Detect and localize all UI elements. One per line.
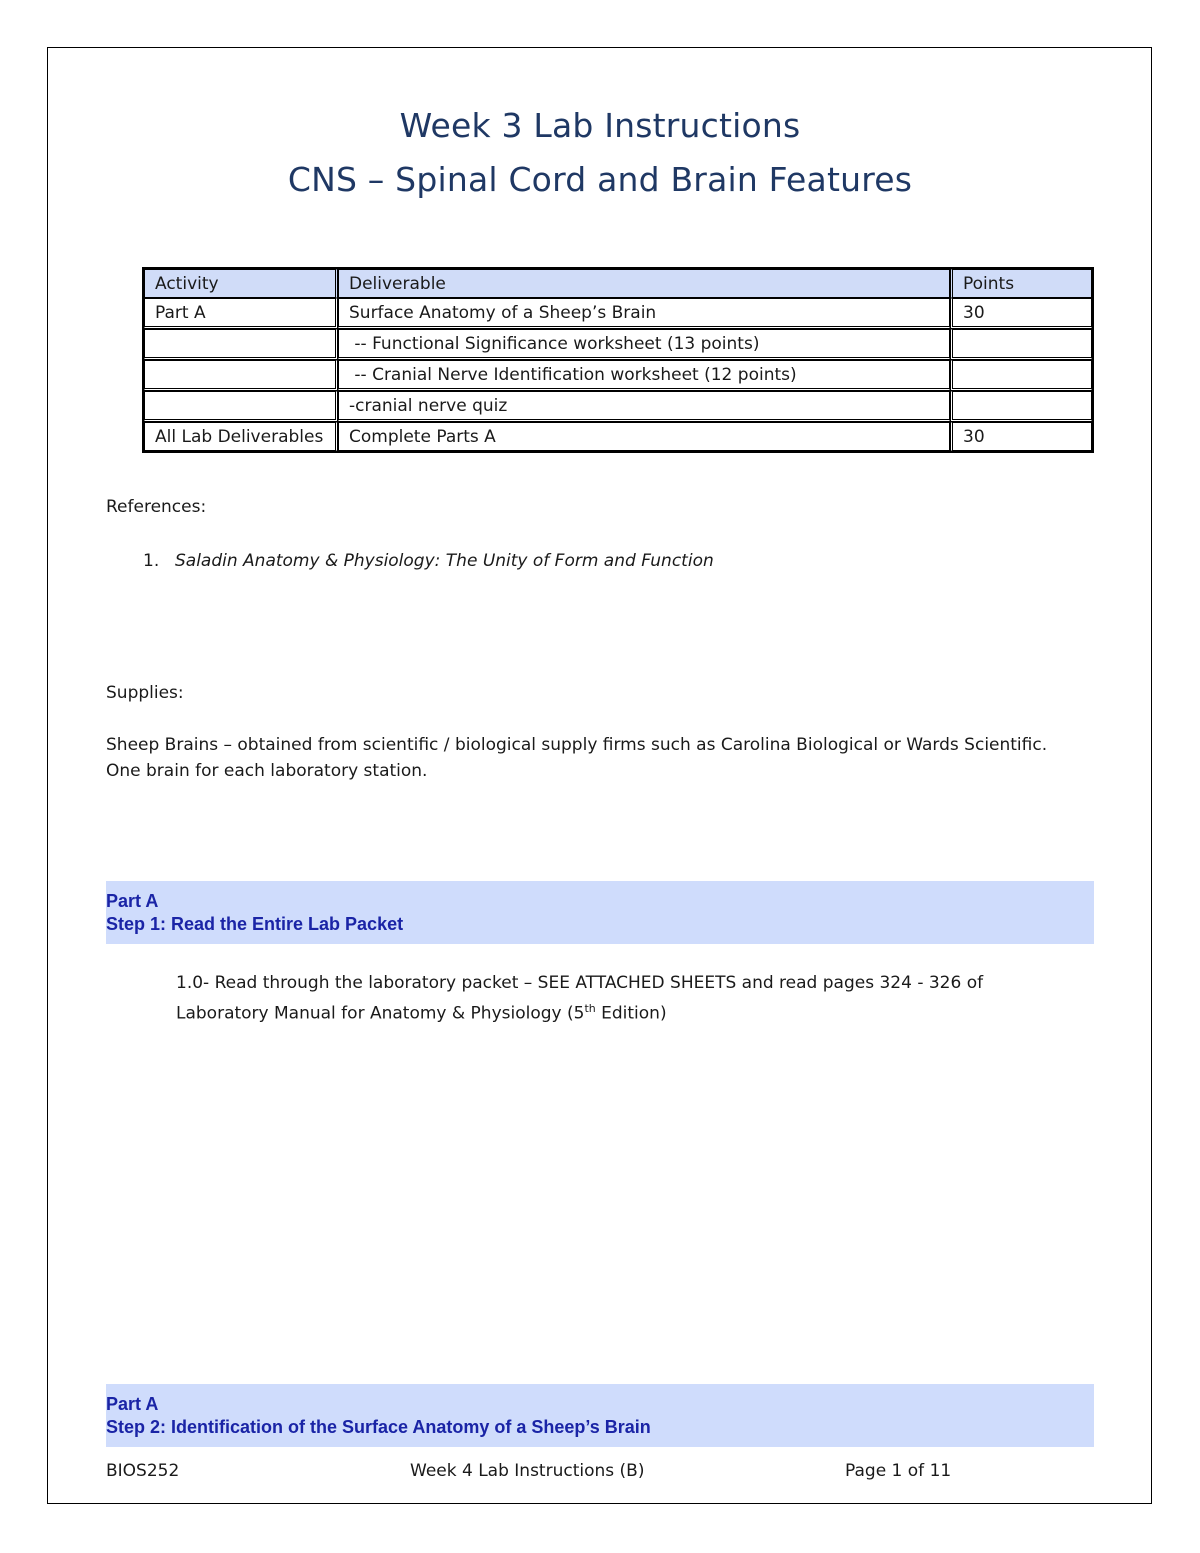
table-row [144, 360, 1092, 391]
cell-deliverable: Surface Anatomy of a Sheep’s Brain [338, 298, 950, 329]
reference-author: Saladin [175, 551, 244, 571]
reference-number: 1. [143, 551, 160, 571]
reference-item [143, 551, 714, 571]
step1-line: 1.0- Read through the laboratory packet – SEE ATTACHED SHEETS and read pages 324 - 326 of [176, 973, 984, 993]
step1-text: Edition) [595, 1003, 667, 1024]
deliverables-table [142, 267, 1094, 453]
step1-superscript: th [584, 1002, 596, 1015]
supplies-text [106, 732, 1106, 784]
section-part: Part A [106, 1394, 159, 1414]
section-header-step1 [106, 881, 1094, 944]
cell-activity [144, 329, 338, 360]
step1-line [176, 996, 1076, 1027]
cell-activity: Part A [144, 298, 338, 329]
table-row [144, 422, 1092, 451]
table-header-row [144, 269, 1092, 298]
page-subtitle: CNS – Spinal Cord and Brain Features [287, 160, 913, 199]
header-deliverable: Deliverable [338, 269, 950, 298]
cell-points [950, 329, 1092, 360]
table-row [144, 391, 1092, 422]
cell-points [950, 360, 1092, 391]
supplies-line: Sheep Brains – obtained from scientific / biological supply firms such as Carolina Biological or Wards Scientific. [106, 735, 1048, 755]
supplies-line: One brain for each laboratory station. [106, 761, 428, 781]
cell-deliverable: -- Functional Significance worksheet (13 points) [338, 329, 950, 360]
cell-deliverable: -- Cranial Nerve Identification worksheet (12 points) [338, 360, 950, 391]
section-step: Step 1: Read the Entire Lab Packet [106, 914, 404, 934]
step1-instructions [176, 970, 1076, 1027]
cell-deliverable: Complete Parts A [338, 422, 950, 451]
header-points: Points [950, 269, 1092, 298]
cell-activity: All Lab Deliverables [144, 422, 338, 451]
cell-activity [144, 360, 338, 391]
table-row [144, 329, 1092, 360]
table-row [144, 298, 1092, 329]
section-header-step2 [106, 1384, 1094, 1447]
cell-activity [144, 391, 338, 422]
references-label: References: [106, 497, 207, 517]
cell-points: 30 [950, 298, 1092, 329]
cell-points [950, 391, 1092, 422]
reference-title: Anatomy & Physiology: The Unity of Form and Function [243, 551, 714, 571]
section-part: Part A [106, 891, 159, 911]
cell-points: 30 [950, 422, 1092, 451]
cell-deliverable: -cranial nerve quiz [338, 391, 950, 422]
step1-text: Laboratory Manual for Anatomy & Physiology (5 [176, 1003, 585, 1024]
header-activity: Activity [144, 269, 338, 298]
section-step: Step 2: Identification of the Surface Anatomy of a Sheep’s Brain [106, 1417, 651, 1437]
page-title: Week 3 Lab Instructions [399, 106, 801, 145]
footer-page-number: Page 1 of 11 [845, 1461, 952, 1481]
footer-document: Week 4 Lab Instructions (B) [410, 1461, 645, 1481]
footer-course: BIOS252 [106, 1461, 180, 1481]
supplies-label: Supplies: [106, 683, 184, 703]
